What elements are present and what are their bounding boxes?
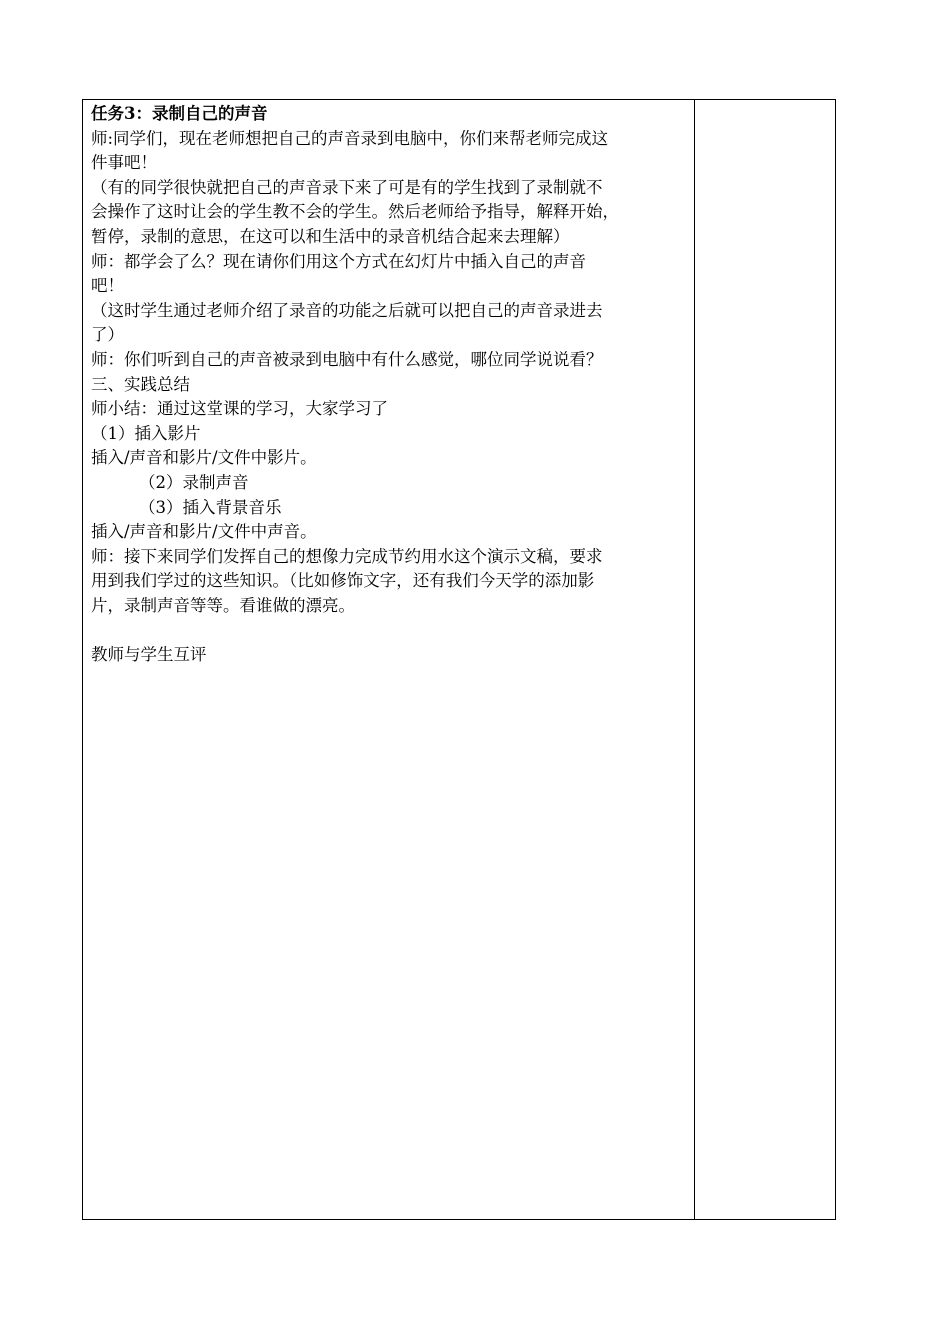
section-heading: 三、实践总结	[91, 374, 190, 394]
text-line: 了）	[91, 325, 124, 345]
text-line: （有的同学很快就把自己的声音录下来了可是有的学生找到了录制就不	[91, 177, 603, 197]
text-line: 师小结：通过这堂课的学习，大家学习了	[91, 399, 388, 419]
text-line: 师:同学们，现在老师想把自己的声音录到电脑中，你们来帮老师完成这	[91, 128, 609, 148]
list-item: （1）插入影片	[91, 423, 201, 443]
list-item: （2）录制声音	[139, 472, 249, 492]
text-line: 师：你们听到自己的声音被录到电脑中有什么感觉，哪位同学说说看？	[91, 349, 603, 369]
text-line: 师：接下来同学们发挥自己的想像力完成节约用水这个演示文稿，要求	[91, 546, 603, 566]
notes-cell	[695, 100, 835, 1219]
text-line: 会操作了这时让会的学生教不会的学生。然后老师给予指导，解释开始，	[91, 202, 619, 222]
blank-line	[91, 618, 688, 643]
task-heading: 任务3：录制自己的声音	[91, 104, 268, 123]
text-line: 暂停，录制的意思，在这可以和生活中的录音机结合起来去理解）	[91, 226, 570, 246]
text-line: （这时学生通过老师介绍了录音的功能之后就可以把自己的声音录进去	[91, 300, 603, 320]
lesson-content-cell	[83, 100, 695, 1219]
text-line: 教师与学生互评	[91, 645, 207, 665]
list-item: （3）插入背景音乐	[139, 497, 282, 517]
text-line: 师：都学会了么？现在请你们用这个方式在幻灯片中插入自己的声音	[91, 251, 586, 271]
text-line: 件事吧！	[91, 153, 157, 173]
text-line: 插入/声音和影片/文件中声音。	[91, 522, 317, 542]
text-line: 用到我们学过的这些知识。（比如修饰文字，还有我们今天学的添加影	[91, 571, 595, 591]
lesson-table	[82, 99, 836, 1220]
text-line: 吧！	[91, 276, 124, 296]
text-line: 片，录制声音等等。看谁做的漂亮。	[91, 595, 355, 615]
text-line: 插入/声音和影片/文件中影片。	[91, 448, 317, 468]
